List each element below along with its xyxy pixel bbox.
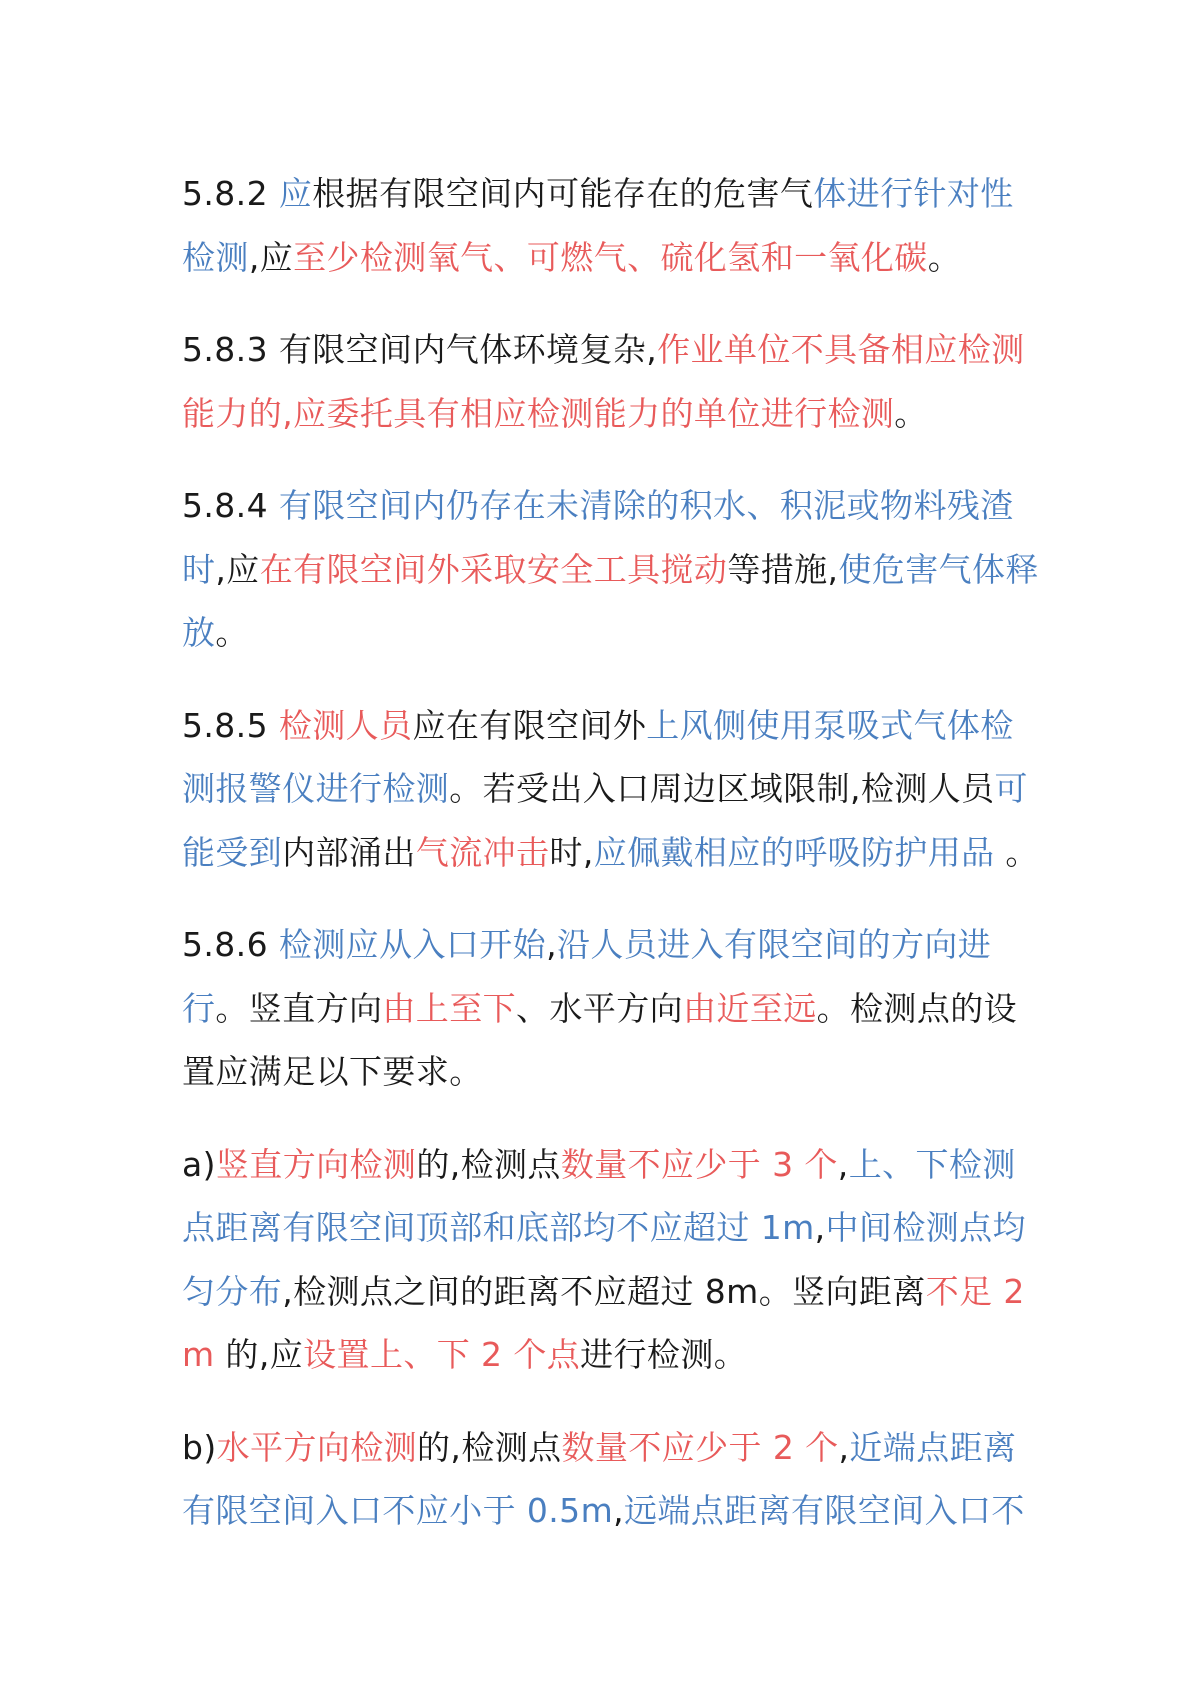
text-run: 应 xyxy=(278,174,313,213)
text-run: a) xyxy=(182,1144,216,1184)
text-run: 有限空间内仍存在未清除的积水、积泥或物料残渣时 xyxy=(182,486,1014,589)
text-run: 应佩戴相应的呼吸防护用品 xyxy=(593,832,995,872)
text-run: 由近至远 xyxy=(683,988,817,1028)
text-run: 。若受出入口周边区域限制,检测人员 xyxy=(449,769,995,808)
text-run: 近端点距离有限空间入口不应小于 0.5m xyxy=(182,1427,1017,1530)
text-run: 根据有限空间内可能存在的危害气 xyxy=(312,174,814,213)
text-run: 。 xyxy=(215,613,249,652)
text-run: ,应 xyxy=(248,237,294,277)
clause-item-a xyxy=(182,1133,1044,1387)
text-run: 时, xyxy=(549,832,594,872)
text-run: 远端点距离有限空间入口不 xyxy=(624,1491,1025,1530)
clause-5-8-6 xyxy=(182,913,1044,1104)
text-run: 5.8.5 xyxy=(182,705,279,745)
text-run: 气流冲击 xyxy=(415,832,550,872)
text-run: 检测人员 xyxy=(278,705,413,745)
clause-item-b xyxy=(182,1416,1044,1543)
text-run: 由上至下 xyxy=(382,988,517,1028)
clause-5-8-3 xyxy=(182,318,1044,445)
text-run: 数量不应少于 3 个 xyxy=(560,1144,838,1184)
text-run: 不足 2m xyxy=(182,1271,1025,1374)
text-run: ,应 xyxy=(215,549,260,589)
text-run: 应在有限空间外 xyxy=(412,705,647,745)
text-run: 数量不应少于 2 个 xyxy=(561,1427,839,1467)
text-run: 5.8.4 xyxy=(182,486,279,525)
text-run: 检测应从入口开始 xyxy=(278,925,547,964)
text-run: b) xyxy=(182,1427,217,1467)
text-run: 5.8.3 有限空间内气体环境复杂, xyxy=(182,330,658,369)
text-run: 5.8.6 xyxy=(182,925,279,964)
clause-5-8-4 xyxy=(182,474,1044,665)
text-run: 。 xyxy=(894,393,928,433)
text-run: 内部涌出 xyxy=(282,832,416,872)
text-run: 可能受到 xyxy=(182,769,1028,872)
text-run: , xyxy=(837,1144,849,1184)
text-run: 设置上、下 2 个点 xyxy=(303,1335,581,1374)
text-run: 沿人员进入有限空间的方向进行 xyxy=(182,925,992,1028)
document-page xyxy=(182,162,1044,1572)
text-run: 中间检测点均匀分布 xyxy=(182,1208,1026,1311)
text-run: , xyxy=(613,1491,625,1530)
text-run: 体进行针对性检测 xyxy=(182,174,1014,277)
text-run: 上风侧使用泵吸式气体检测报警仪进行检测 xyxy=(182,705,1014,808)
text-run: 等措施, xyxy=(727,549,839,589)
text-run: 进行检测。 xyxy=(580,1335,748,1374)
text-run: 作业单位不具备相应检测能力的,应委托具有相应检测能力的单位进行检测 xyxy=(182,330,1025,433)
text-run: 。检测点的设置应满足以下要求。 xyxy=(182,988,1018,1091)
text-run: , xyxy=(838,1427,850,1467)
text-run: 使危害气体释放 xyxy=(182,549,1039,652)
text-run: 的,检测点 xyxy=(416,1144,561,1184)
text-run: 的,应 xyxy=(214,1335,304,1374)
text-run: 。 xyxy=(927,237,962,277)
text-run: 上、下检测点距离有限空间顶部和底部均不应超过 1m xyxy=(182,1144,1016,1247)
text-run: , xyxy=(814,1208,826,1247)
text-run: 5.8.2 xyxy=(182,174,279,213)
text-run: 竖直方向检测 xyxy=(215,1144,417,1184)
text-run: 至少检测氧气、可燃气、硫化氢和一氧化碳 xyxy=(293,237,928,277)
text-run: ,检测点之间的距离不应超过 8m。竖向距离 xyxy=(282,1271,926,1311)
text-run: , xyxy=(546,925,557,964)
clause-5-8-2 xyxy=(182,162,1044,289)
text-run: 在有限空间外采取安全工具搅动 xyxy=(259,549,728,589)
text-run: 。 xyxy=(994,832,1039,872)
clause-5-8-5 xyxy=(182,694,1044,885)
text-run: 的,检测点 xyxy=(417,1427,562,1467)
text-run: 、水平方向 xyxy=(516,988,684,1028)
text-run: 。竖直方向 xyxy=(215,988,383,1028)
text-run: 水平方向检测 xyxy=(216,1427,418,1467)
